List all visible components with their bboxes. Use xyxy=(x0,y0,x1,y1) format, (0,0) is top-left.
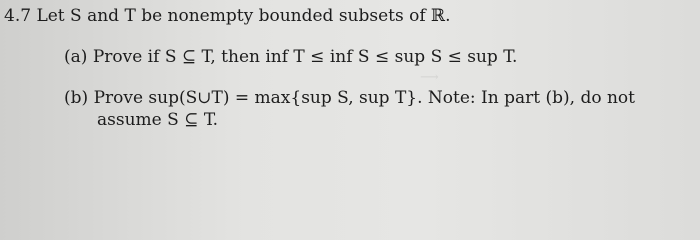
problem-header-line xyxy=(4,6,451,26)
bleed-through-text: ⟶ xyxy=(420,70,439,85)
part-b-line-2 xyxy=(97,110,218,130)
part-a-text: Prove if S ⊆ T, then inf T ≤ inf S ≤ sup S ≤ sup T. xyxy=(92,47,518,67)
part-b-text-line2: assume S ⊆ T. xyxy=(97,110,219,130)
problem-number: 4.7 xyxy=(4,6,32,26)
part-b-line-1 xyxy=(64,88,635,108)
problem-intro: Let S and T be nonempty bounded subsets of ℝ. xyxy=(36,6,451,26)
part-b-text-line1: Prove sup(S∪T) = max{sup S, sup T}. Note: In part (b), do not xyxy=(93,88,635,108)
part-b-label: (b) xyxy=(64,88,89,108)
part-a-line xyxy=(64,47,517,67)
part-a-label: (a) xyxy=(64,47,88,67)
